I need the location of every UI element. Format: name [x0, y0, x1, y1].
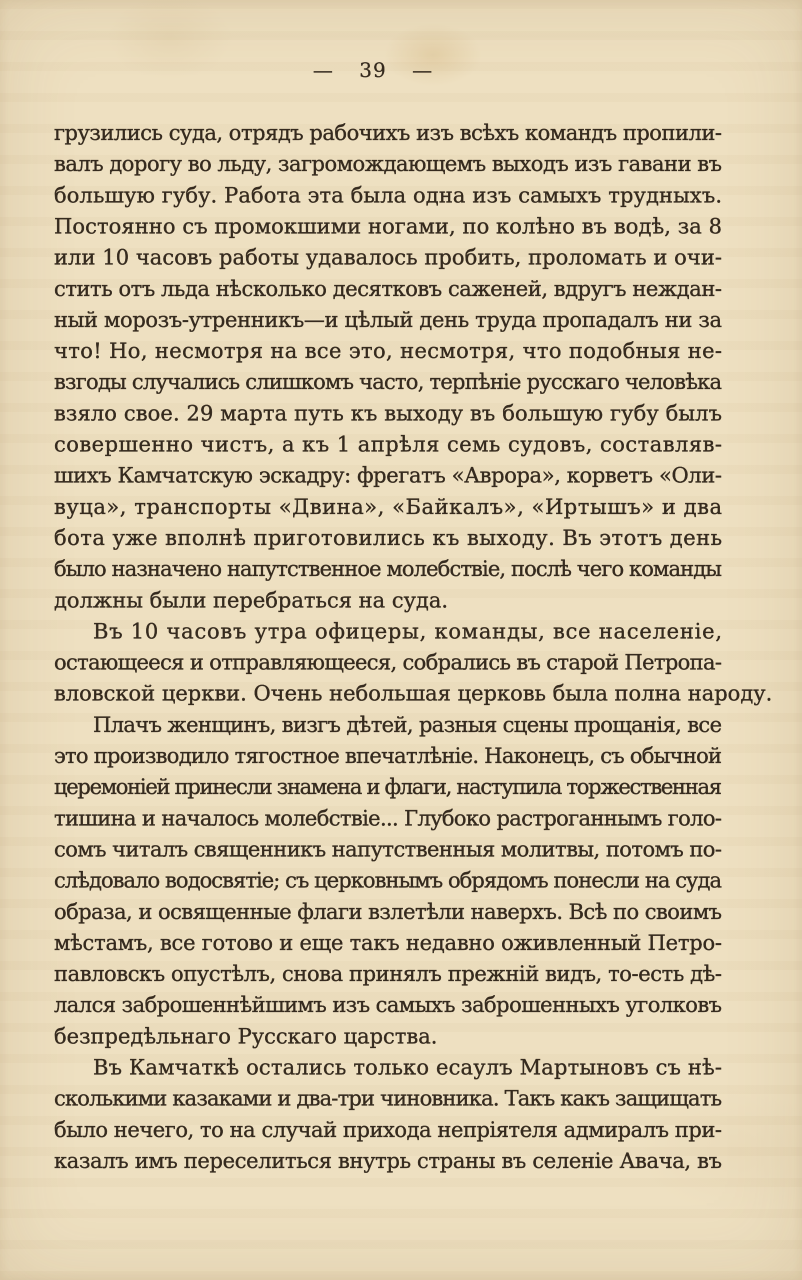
text-line: шихъ Камчатскую эскадру: фрегатъ «Аврора», корветъ «Оли- [54, 463, 722, 488]
text-line: грузились суда, отрядъ рабочихъ изъ всѣхъ командъ пропили- [54, 121, 722, 145]
text-line: павловскъ опустѣлъ, снова принялъ прежній видъ, то-есть дѣ- [54, 962, 722, 986]
text-line: Плачъ женщинъ, визгъ дѣтей, разныя сцены прощанія, все [93, 712, 722, 737]
page-number: 39 [359, 58, 387, 82]
text-line: Постоянно съ промокшими ногами, по колѣно въ водѣ, за 8 [54, 214, 722, 239]
text-line: остающееся и отправляющееся, собрались въ старой Петропа- [54, 650, 722, 675]
text-line: слѣдовало водосвятіе; съ церковнымъ обрядомъ понесли на суда [54, 868, 722, 893]
header-dash-left: — [312, 58, 334, 82]
text-line: или 10 часовъ работы удавалось пробить, проломать и очи- [54, 245, 722, 270]
text-line: безпредѣльнаго Русскаго царства. [54, 1024, 438, 1049]
text-line: большую губу. Работа эта была одна изъ самыхъ трудныхъ. [54, 183, 722, 208]
text-line: совершенно чистъ, а къ 1 апрѣля семь судовъ, составляв- [54, 432, 722, 457]
text-line: сколькими казаками и два-три чиновника. Такъ какъ защищать [54, 1086, 722, 1111]
text-line: бота уже вполнѣ приготовились къ выходу. Въ этотъ день [54, 526, 722, 550]
text-line: что! Но, несмотря на все это, несмотря, что подобныя не- [54, 339, 722, 363]
text-line: мѣстамъ, все готово и еще такъ недавно оживленный Петро- [54, 930, 722, 955]
text-line: это производило тягостное впечатлѣніе. Наконецъ, съ обычной [54, 744, 722, 768]
text-line: казалъ имъ переселиться внутрь страны въ селеніе Авача, въ [54, 1149, 722, 1173]
text-line: вуца», транспорты «Двина», «Байкалъ», «Иртышъ» и два [54, 494, 722, 519]
text-line: Въ 10 часовъ утра офицеры, команды, все населеніе, [93, 619, 722, 644]
text-line: сомъ читалъ священникъ напутственныя молитвы, потомъ по- [54, 837, 722, 862]
text-line: лался заброшеннѣйшимъ изъ самыхъ заброшенныхъ уголковъ [54, 993, 722, 1018]
text-line: взяло свое. 29 марта путь къ выходу въ большую губу былъ [54, 401, 722, 426]
text-line: должны были перебраться на суда. [54, 588, 449, 613]
text-line: было назначено напутственное молебствіе, послѣ чего команды [54, 557, 722, 582]
text-line: было нечего, то на случай прихода непріятеля адмиралъ при- [54, 1117, 722, 1142]
text-line: Въ Камчаткѣ остались только есаулъ Мартыновъ съ нѣ- [93, 1055, 722, 1080]
header-dash-right: — [412, 58, 434, 82]
text-line: ный морозъ-утренникъ—и цѣлый день труда пропадалъ ни за [54, 307, 722, 332]
text-line: образа, и освященные флаги взлетѣли наверхъ. Всѣ по своимъ [54, 899, 722, 924]
text-line: валъ дорогу во льду, загромождающемъ выходъ изъ гавани въ [54, 152, 722, 177]
text-line: вловской церкви. Очень небольшая церковь была полна народу. [54, 681, 773, 706]
text-line: тишина и началось молебствіе... Глубоко растроганнымъ голо- [54, 806, 722, 831]
text-line: стить отъ льда нѣсколько десятковъ саженей, вдругъ неждан- [54, 276, 722, 301]
page-number-header [313, 58, 433, 82]
text-line: взгоды случались слишкомъ часто, терпѣніе русскаго человѣка [54, 370, 722, 395]
text-line: церемоніей принесли знамена и флаги, наступила торжественная [54, 775, 722, 800]
body-text-block [54, 121, 772, 1173]
